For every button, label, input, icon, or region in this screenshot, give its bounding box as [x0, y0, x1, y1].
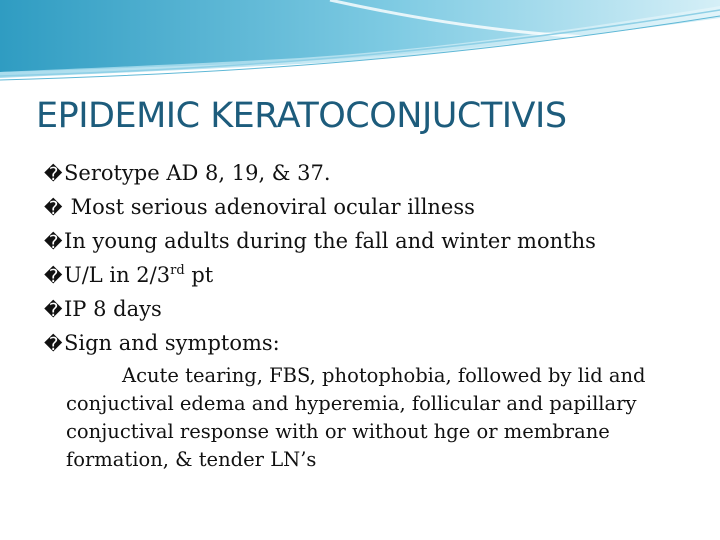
slide-title: EPIDEMIC KERATOCONJUCTIVIS [36, 96, 567, 136]
bullet-item [44, 190, 684, 224]
superscript-text: rd [170, 263, 185, 278]
bullet-list [44, 156, 684, 360]
header-wave-decoration [0, 0, 720, 100]
bullet-marker-icon: � [44, 232, 63, 253]
bullet-item [44, 326, 684, 360]
bullet-item [44, 224, 684, 258]
symptoms-paragraph [66, 362, 676, 474]
bullet-item [44, 156, 684, 190]
bullet-text: U/L in 2/3 [64, 263, 171, 287]
bullet-item [44, 292, 684, 326]
bullet-text: pt [184, 263, 214, 287]
bullet-text: Sign and symptoms: [64, 331, 280, 355]
bullet-marker-icon: � [44, 164, 63, 185]
bullet-text: In young adults during the fall and winter months [64, 229, 596, 253]
bullet-marker-icon: � [44, 198, 63, 219]
bullet-marker-icon: � [44, 334, 63, 355]
bullet-marker-icon: � [44, 300, 63, 321]
bullet-item [44, 258, 684, 292]
paragraph-text: Acute tearing, FBS, photophobia, followed by lid and conjuctival edema and hyperemia, follicular and papillary conjuctival response with or without hge or membrane formation, & tender LN’s [66, 364, 646, 471]
bullet-text: IP 8 days [64, 297, 162, 321]
bullet-text: Serotype AD 8, 19, & 37. [64, 161, 331, 185]
bullet-text: Most serious adenoviral ocular illness [64, 195, 475, 219]
bullet-marker-icon: � [44, 266, 63, 287]
